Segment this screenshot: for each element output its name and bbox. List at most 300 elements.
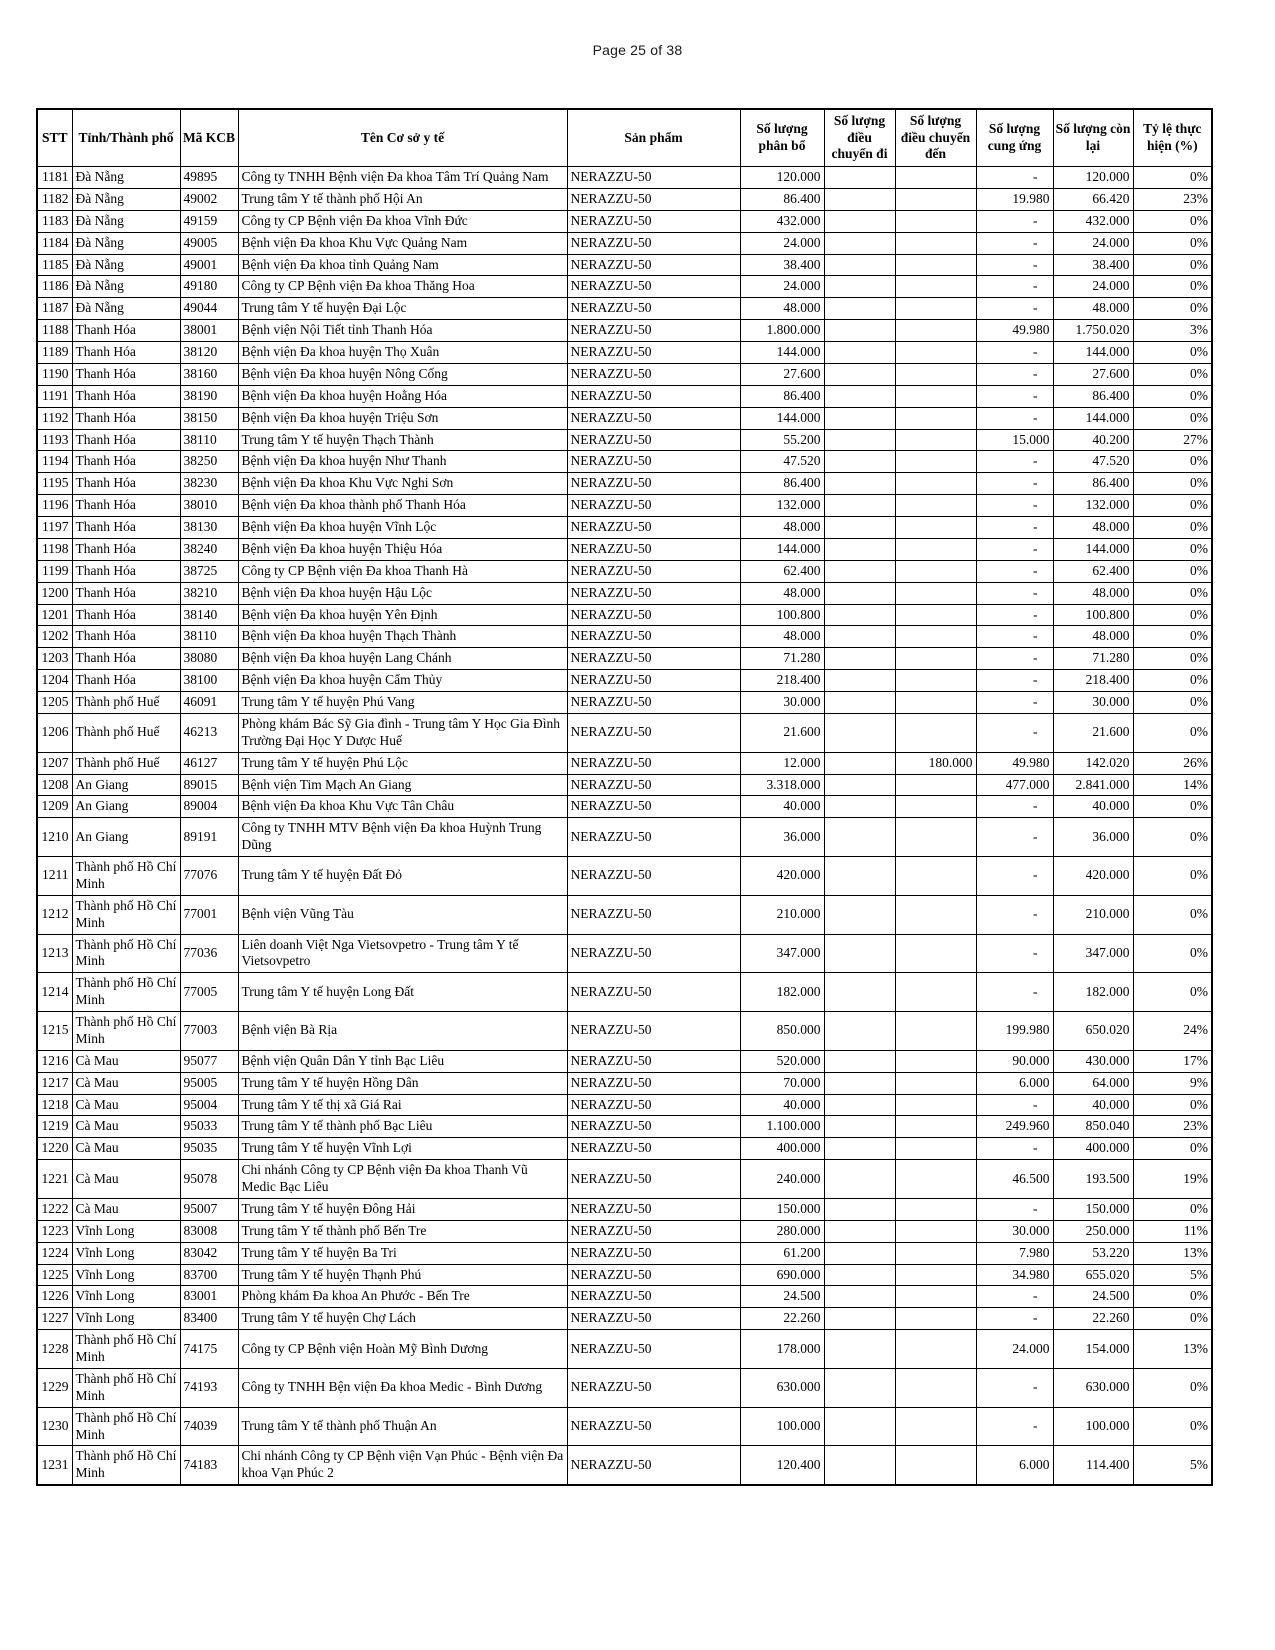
cell-stt: 1218 xyxy=(37,1094,72,1116)
cell-transferred-out-qty xyxy=(824,1012,895,1051)
cell-code: 38130 xyxy=(180,517,238,539)
cell-facility-name: Bệnh viện Vũng Tàu xyxy=(238,895,567,934)
cell-allocated-qty: 24.500 xyxy=(740,1286,824,1308)
cell-product: NERAZZU-50 xyxy=(567,1242,740,1264)
cell-product: NERAZZU-50 xyxy=(567,167,740,189)
cell-allocated-qty: 70.000 xyxy=(740,1072,824,1094)
cell-allocated-qty: 100.000 xyxy=(740,1407,824,1446)
cell-facility-name: Bệnh viện Bà Rịa xyxy=(238,1012,567,1051)
table-row xyxy=(37,1160,1212,1199)
table-row xyxy=(37,429,1212,451)
cell-transferred-out-qty xyxy=(824,1094,895,1116)
cell-product: NERAZZU-50 xyxy=(567,1050,740,1072)
cell-province: Vĩnh Long xyxy=(72,1308,180,1330)
cell-stt: 1199 xyxy=(37,560,72,582)
cell-completion-rate: 5% xyxy=(1133,1264,1212,1286)
cell-allocated-qty: 240.000 xyxy=(740,1160,824,1199)
table-header xyxy=(37,109,1212,167)
cell-product: NERAZZU-50 xyxy=(567,232,740,254)
cell-remaining-qty: 250.000 xyxy=(1053,1220,1133,1242)
cell-completion-rate: 0% xyxy=(1133,934,1212,973)
cell-code: 38120 xyxy=(180,342,238,364)
cell-completion-rate: 13% xyxy=(1133,1242,1212,1264)
cell-supplied-qty: - xyxy=(976,796,1053,818)
cell-transferred-out-qty xyxy=(824,560,895,582)
cell-remaining-qty: 144.000 xyxy=(1053,407,1133,429)
cell-completion-rate: 23% xyxy=(1133,188,1212,210)
cell-supplied-qty: - xyxy=(976,254,1053,276)
cell-supplied-qty: 30.000 xyxy=(976,1220,1053,1242)
cell-allocated-qty: 38.400 xyxy=(740,254,824,276)
cell-code: 38140 xyxy=(180,604,238,626)
cell-remaining-qty: 850.040 xyxy=(1053,1116,1133,1138)
column-header-product: Sản phẩm xyxy=(567,109,740,167)
cell-facility-name: Trung tâm Y tế huyện Đại Lộc xyxy=(238,298,567,320)
cell-supplied-qty: - xyxy=(976,857,1053,896)
cell-stt: 1222 xyxy=(37,1198,72,1220)
table-row xyxy=(37,1220,1212,1242)
cell-transferred-in-qty xyxy=(895,495,976,517)
cell-remaining-qty: 1.750.020 xyxy=(1053,320,1133,342)
cell-completion-rate: 0% xyxy=(1133,973,1212,1012)
cell-facility-name: Bệnh viện Đa khoa huyện Nông Cống xyxy=(238,363,567,385)
cell-product: NERAZZU-50 xyxy=(567,1072,740,1094)
cell-product: NERAZZU-50 xyxy=(567,1220,740,1242)
cell-facility-name: Bệnh viện Nội Tiết tỉnh Thanh Hóa xyxy=(238,320,567,342)
cell-supplied-qty: - xyxy=(976,604,1053,626)
cell-transferred-in-qty xyxy=(895,1198,976,1220)
column-header-transferred-in-qty: Số lượng điều chuyển đến xyxy=(895,109,976,167)
cell-facility-name: Bệnh viện Đa khoa huyện Thạch Thành xyxy=(238,626,567,648)
cell-completion-rate: 0% xyxy=(1133,818,1212,857)
cell-remaining-qty: 86.400 xyxy=(1053,385,1133,407)
cell-stt: 1185 xyxy=(37,254,72,276)
cell-stt: 1220 xyxy=(37,1138,72,1160)
cell-transferred-out-qty xyxy=(824,1330,895,1369)
cell-remaining-qty: 182.000 xyxy=(1053,973,1133,1012)
cell-transferred-out-qty xyxy=(824,713,895,752)
cell-completion-rate: 17% xyxy=(1133,1050,1212,1072)
table-row xyxy=(37,713,1212,752)
cell-facility-name: Bệnh viện Đa khoa huyện Thọ Xuân xyxy=(238,342,567,364)
cell-province: Đà Nẵng xyxy=(72,188,180,210)
cell-code: 38210 xyxy=(180,582,238,604)
cell-stt: 1189 xyxy=(37,342,72,364)
cell-province: Thanh Hóa xyxy=(72,407,180,429)
cell-completion-rate: 11% xyxy=(1133,1220,1212,1242)
cell-allocated-qty: 55.200 xyxy=(740,429,824,451)
cell-product: NERAZZU-50 xyxy=(567,1012,740,1051)
cell-remaining-qty: 66.420 xyxy=(1053,188,1133,210)
cell-allocated-qty: 280.000 xyxy=(740,1220,824,1242)
cell-product: NERAZZU-50 xyxy=(567,429,740,451)
cell-remaining-qty: 48.000 xyxy=(1053,517,1133,539)
cell-stt: 1193 xyxy=(37,429,72,451)
cell-completion-rate: 0% xyxy=(1133,495,1212,517)
cell-province: Vĩnh Long xyxy=(72,1264,180,1286)
cell-stt: 1188 xyxy=(37,320,72,342)
cell-province: Thanh Hóa xyxy=(72,320,180,342)
cell-facility-name: Chi nhánh Công ty CP Bệnh viện Đa khoa Thanh Vũ Medic Bạc Liêu xyxy=(238,1160,567,1199)
cell-transferred-out-qty xyxy=(824,582,895,604)
cell-supplied-qty: 49.980 xyxy=(976,752,1053,774)
cell-product: NERAZZU-50 xyxy=(567,1368,740,1407)
cell-allocated-qty: 400.000 xyxy=(740,1138,824,1160)
cell-allocated-qty: 850.000 xyxy=(740,1012,824,1051)
cell-transferred-out-qty xyxy=(824,1308,895,1330)
cell-transferred-out-qty xyxy=(824,626,895,648)
column-header-allocated-qty: Số lượng phân bổ xyxy=(740,109,824,167)
cell-allocated-qty: 144.000 xyxy=(740,342,824,364)
column-header-transferred-out-qty: Số lượng điều chuyển đi xyxy=(824,109,895,167)
column-header-remaining-qty: Số lượng còn lại xyxy=(1053,109,1133,167)
cell-supplied-qty: - xyxy=(976,560,1053,582)
cell-completion-rate: 0% xyxy=(1133,276,1212,298)
cell-code: 49159 xyxy=(180,210,238,232)
table-row xyxy=(37,818,1212,857)
cell-remaining-qty: 100.800 xyxy=(1053,604,1133,626)
cell-transferred-in-qty xyxy=(895,1368,976,1407)
cell-code: 49895 xyxy=(180,167,238,189)
cell-transferred-out-qty xyxy=(824,1286,895,1308)
cell-product: NERAZZU-50 xyxy=(567,560,740,582)
cell-supplied-qty: - xyxy=(976,495,1053,517)
cell-stt: 1201 xyxy=(37,604,72,626)
cell-stt: 1227 xyxy=(37,1308,72,1330)
cell-supplied-qty: - xyxy=(976,818,1053,857)
cell-completion-rate: 0% xyxy=(1133,1368,1212,1407)
cell-transferred-out-qty xyxy=(824,1446,895,1485)
cell-transferred-in-qty xyxy=(895,774,976,796)
cell-province: Cà Mau xyxy=(72,1198,180,1220)
cell-code: 95005 xyxy=(180,1072,238,1094)
cell-transferred-in-qty xyxy=(895,210,976,232)
cell-facility-name: Bệnh viện Quân Dân Y tỉnh Bạc Liêu xyxy=(238,1050,567,1072)
cell-transferred-out-qty xyxy=(824,648,895,670)
cell-province: Vĩnh Long xyxy=(72,1286,180,1308)
cell-transferred-in-qty xyxy=(895,298,976,320)
cell-stt: 1211 xyxy=(37,857,72,896)
cell-remaining-qty: 62.400 xyxy=(1053,560,1133,582)
cell-remaining-qty: 132.000 xyxy=(1053,495,1133,517)
page-number-header: Page 25 of 38 xyxy=(592,42,683,58)
cell-product: NERAZZU-50 xyxy=(567,626,740,648)
cell-province: Đà Nẵng xyxy=(72,298,180,320)
table-row xyxy=(37,1094,1212,1116)
cell-remaining-qty: 64.000 xyxy=(1053,1072,1133,1094)
cell-stt: 1191 xyxy=(37,385,72,407)
cell-code: 38110 xyxy=(180,626,238,648)
cell-code: 74183 xyxy=(180,1446,238,1485)
cell-province: Thành phố Hồ Chí Minh xyxy=(72,973,180,1012)
cell-province: Thanh Hóa xyxy=(72,451,180,473)
cell-remaining-qty: 432.000 xyxy=(1053,210,1133,232)
cell-allocated-qty: 12.000 xyxy=(740,752,824,774)
table-row xyxy=(37,451,1212,473)
cell-province: Thanh Hóa xyxy=(72,648,180,670)
cell-transferred-in-qty xyxy=(895,973,976,1012)
cell-transferred-out-qty xyxy=(824,407,895,429)
cell-code: 83400 xyxy=(180,1308,238,1330)
cell-completion-rate: 0% xyxy=(1133,451,1212,473)
cell-transferred-in-qty xyxy=(895,276,976,298)
cell-remaining-qty: 430.000 xyxy=(1053,1050,1133,1072)
table-row xyxy=(37,407,1212,429)
cell-transferred-in-qty xyxy=(895,1330,976,1369)
cell-transferred-in-qty xyxy=(895,1116,976,1138)
cell-code: 49001 xyxy=(180,254,238,276)
table-row xyxy=(37,973,1212,1012)
cell-province: Thành phố Hồ Chí Minh xyxy=(72,934,180,973)
cell-stt: 1195 xyxy=(37,473,72,495)
cell-allocated-qty: 144.000 xyxy=(740,407,824,429)
cell-transferred-in-qty xyxy=(895,1050,976,1072)
cell-allocated-qty: 21.600 xyxy=(740,713,824,752)
cell-transferred-out-qty xyxy=(824,1198,895,1220)
table-row xyxy=(37,210,1212,232)
cell-allocated-qty: 120.400 xyxy=(740,1446,824,1485)
cell-transferred-out-qty xyxy=(824,451,895,473)
column-header-supplied-qty: Số lượng cung ứng xyxy=(976,109,1053,167)
table-row xyxy=(37,167,1212,189)
cell-code: 83700 xyxy=(180,1264,238,1286)
cell-transferred-out-qty xyxy=(824,517,895,539)
cell-stt: 1204 xyxy=(37,670,72,692)
cell-transferred-in-qty xyxy=(895,648,976,670)
cell-allocated-qty: 24.000 xyxy=(740,276,824,298)
cell-stt: 1187 xyxy=(37,298,72,320)
cell-transferred-in-qty xyxy=(895,517,976,539)
cell-completion-rate: 0% xyxy=(1133,298,1212,320)
cell-transferred-in-qty xyxy=(895,1220,976,1242)
cell-stt: 1207 xyxy=(37,752,72,774)
cell-allocated-qty: 520.000 xyxy=(740,1050,824,1072)
cell-remaining-qty: 144.000 xyxy=(1053,342,1133,364)
cell-supplied-qty: - xyxy=(976,385,1053,407)
cell-product: NERAZZU-50 xyxy=(567,342,740,364)
cell-province: Đà Nẵng xyxy=(72,167,180,189)
cell-supplied-qty: - xyxy=(976,1368,1053,1407)
cell-code: 89191 xyxy=(180,818,238,857)
cell-allocated-qty: 420.000 xyxy=(740,857,824,896)
cell-remaining-qty: 142.020 xyxy=(1053,752,1133,774)
cell-facility-name: Công ty CP Bệnh viện Đa khoa Thanh Hà xyxy=(238,560,567,582)
cell-stt: 1198 xyxy=(37,538,72,560)
cell-allocated-qty: 27.600 xyxy=(740,363,824,385)
cell-transferred-out-qty xyxy=(824,254,895,276)
cell-code: 38010 xyxy=(180,495,238,517)
cell-supplied-qty: - xyxy=(976,713,1053,752)
cell-remaining-qty: 655.020 xyxy=(1053,1264,1133,1286)
cell-supplied-qty: 477.000 xyxy=(976,774,1053,796)
cell-stt: 1215 xyxy=(37,1012,72,1051)
cell-stt: 1217 xyxy=(37,1072,72,1094)
cell-allocated-qty: 182.000 xyxy=(740,973,824,1012)
cell-facility-name: Trung tâm Y tế huyện Hồng Dân xyxy=(238,1072,567,1094)
cell-supplied-qty: 24.000 xyxy=(976,1330,1053,1369)
cell-facility-name: Bệnh viện Đa khoa Khu Vực Quảng Nam xyxy=(238,232,567,254)
column-header-stt: STT xyxy=(37,109,72,167)
cell-remaining-qty: 420.000 xyxy=(1053,857,1133,896)
cell-allocated-qty: 36.000 xyxy=(740,818,824,857)
cell-completion-rate: 9% xyxy=(1133,1072,1212,1094)
cell-completion-rate: 0% xyxy=(1133,1198,1212,1220)
cell-transferred-out-qty xyxy=(824,774,895,796)
table-row xyxy=(37,1116,1212,1138)
table-row xyxy=(37,560,1212,582)
cell-code: 77076 xyxy=(180,857,238,896)
cell-allocated-qty: 178.000 xyxy=(740,1330,824,1369)
cell-code: 38190 xyxy=(180,385,238,407)
cell-allocated-qty: 61.200 xyxy=(740,1242,824,1264)
column-header-facility-name: Tên Cơ sở y tế xyxy=(238,109,567,167)
cell-stt: 1181 xyxy=(37,167,72,189)
cell-product: NERAZZU-50 xyxy=(567,582,740,604)
cell-completion-rate: 0% xyxy=(1133,895,1212,934)
cell-allocated-qty: 86.400 xyxy=(740,188,824,210)
cell-transferred-out-qty xyxy=(824,818,895,857)
cell-transferred-in-qty xyxy=(895,473,976,495)
cell-province: Thanh Hóa xyxy=(72,582,180,604)
table-row xyxy=(37,1012,1212,1051)
cell-province: Thành phố Huế xyxy=(72,752,180,774)
cell-facility-name: Công ty TNHH Bệnh viện Đa khoa Tâm Trí Quảng Nam xyxy=(238,167,567,189)
cell-product: NERAZZU-50 xyxy=(567,752,740,774)
cell-remaining-qty: 40.000 xyxy=(1053,1094,1133,1116)
cell-supplied-qty: 15.000 xyxy=(976,429,1053,451)
cell-completion-rate: 0% xyxy=(1133,582,1212,604)
cell-province: Thanh Hóa xyxy=(72,560,180,582)
cell-code: 38001 xyxy=(180,320,238,342)
cell-completion-rate: 0% xyxy=(1133,626,1212,648)
cell-allocated-qty: 630.000 xyxy=(740,1368,824,1407)
cell-transferred-in-qty xyxy=(895,342,976,364)
cell-completion-rate: 26% xyxy=(1133,752,1212,774)
cell-remaining-qty: 120.000 xyxy=(1053,167,1133,189)
cell-province: Thanh Hóa xyxy=(72,604,180,626)
cell-transferred-in-qty xyxy=(895,1242,976,1264)
cell-stt: 1212 xyxy=(37,895,72,934)
table-row xyxy=(37,1407,1212,1446)
table-row xyxy=(37,538,1212,560)
cell-facility-name: Trung tâm Y tế thành phố Bạc Liêu xyxy=(238,1116,567,1138)
cell-stt: 1210 xyxy=(37,818,72,857)
cell-allocated-qty: 86.400 xyxy=(740,473,824,495)
cell-transferred-out-qty xyxy=(824,188,895,210)
cell-remaining-qty: 24.000 xyxy=(1053,232,1133,254)
cell-product: NERAZZU-50 xyxy=(567,363,740,385)
table-row xyxy=(37,895,1212,934)
cell-transferred-in-qty xyxy=(895,385,976,407)
cell-stt: 1231 xyxy=(37,1446,72,1485)
cell-supplied-qty: - xyxy=(976,276,1053,298)
cell-allocated-qty: 144.000 xyxy=(740,538,824,560)
cell-code: 38160 xyxy=(180,363,238,385)
cell-code: 95004 xyxy=(180,1094,238,1116)
cell-code: 89015 xyxy=(180,774,238,796)
cell-transferred-in-qty: 180.000 xyxy=(895,752,976,774)
cell-code: 83008 xyxy=(180,1220,238,1242)
cell-allocated-qty: 48.000 xyxy=(740,626,824,648)
cell-supplied-qty: - xyxy=(976,363,1053,385)
cell-code: 74175 xyxy=(180,1330,238,1369)
cell-allocated-qty: 690.000 xyxy=(740,1264,824,1286)
cell-allocated-qty: 1.800.000 xyxy=(740,320,824,342)
cell-transferred-in-qty xyxy=(895,1012,976,1051)
cell-transferred-out-qty xyxy=(824,934,895,973)
cell-transferred-in-qty xyxy=(895,1264,976,1286)
cell-facility-name: Bệnh viện Đa khoa tỉnh Quảng Nam xyxy=(238,254,567,276)
cell-province: Cà Mau xyxy=(72,1138,180,1160)
cell-remaining-qty: 24.000 xyxy=(1053,276,1133,298)
cell-completion-rate: 0% xyxy=(1133,210,1212,232)
cell-province: Thanh Hóa xyxy=(72,429,180,451)
cell-code: 38240 xyxy=(180,538,238,560)
cell-product: NERAZZU-50 xyxy=(567,1138,740,1160)
column-header-province: Tỉnh/Thành phố xyxy=(72,109,180,167)
cell-transferred-out-qty xyxy=(824,342,895,364)
cell-stt: 1230 xyxy=(37,1407,72,1446)
cell-stt: 1213 xyxy=(37,934,72,973)
cell-code: 38150 xyxy=(180,407,238,429)
cell-completion-rate: 0% xyxy=(1133,407,1212,429)
cell-facility-name: Bệnh viện Đa khoa huyện Hoằng Hóa xyxy=(238,385,567,407)
cell-code: 49180 xyxy=(180,276,238,298)
cell-transferred-out-qty xyxy=(824,1138,895,1160)
cell-facility-name: Trung tâm Y tế thành phố Thuận An xyxy=(238,1407,567,1446)
cell-province: Thanh Hóa xyxy=(72,385,180,407)
cell-facility-name: Liên doanh Việt Nga Vietsovpetro - Trung tâm Y tế Vietsovpetro xyxy=(238,934,567,973)
cell-stt: 1200 xyxy=(37,582,72,604)
cell-remaining-qty: 48.000 xyxy=(1053,582,1133,604)
cell-stt: 1219 xyxy=(37,1116,72,1138)
table-row xyxy=(37,582,1212,604)
cell-code: 46127 xyxy=(180,752,238,774)
cell-stt: 1216 xyxy=(37,1050,72,1072)
cell-product: NERAZZU-50 xyxy=(567,1308,740,1330)
cell-transferred-out-qty xyxy=(824,895,895,934)
cell-code: 74039 xyxy=(180,1407,238,1446)
cell-transferred-out-qty xyxy=(824,973,895,1012)
cell-code: 89004 xyxy=(180,796,238,818)
cell-stt: 1186 xyxy=(37,276,72,298)
column-header-code: Mã KCB xyxy=(180,109,238,167)
cell-transferred-out-qty xyxy=(824,1407,895,1446)
cell-transferred-out-qty xyxy=(824,538,895,560)
cell-allocated-qty: 40.000 xyxy=(740,796,824,818)
cell-remaining-qty: 71.280 xyxy=(1053,648,1133,670)
table-row xyxy=(37,320,1212,342)
cell-province: Đà Nẵng xyxy=(72,210,180,232)
cell-transferred-out-qty xyxy=(824,1242,895,1264)
cell-completion-rate: 24% xyxy=(1133,1012,1212,1051)
cell-stt: 1184 xyxy=(37,232,72,254)
cell-stt: 1183 xyxy=(37,210,72,232)
cell-completion-rate: 0% xyxy=(1133,1407,1212,1446)
cell-facility-name: Trung tâm Y tế huyện Long Đất xyxy=(238,973,567,1012)
cell-product: NERAZZU-50 xyxy=(567,1094,740,1116)
cell-facility-name: Bệnh viện Đa khoa Khu Vực Nghi Sơn xyxy=(238,473,567,495)
cell-transferred-in-qty xyxy=(895,363,976,385)
cell-supplied-qty: 6.000 xyxy=(976,1446,1053,1485)
cell-province: Thành phố Hồ Chí Minh xyxy=(72,1012,180,1051)
cell-remaining-qty: 86.400 xyxy=(1053,473,1133,495)
cell-product: NERAZZU-50 xyxy=(567,451,740,473)
table-row xyxy=(37,796,1212,818)
cell-completion-rate: 0% xyxy=(1133,1308,1212,1330)
cell-stt: 1190 xyxy=(37,363,72,385)
cell-allocated-qty: 218.400 xyxy=(740,670,824,692)
